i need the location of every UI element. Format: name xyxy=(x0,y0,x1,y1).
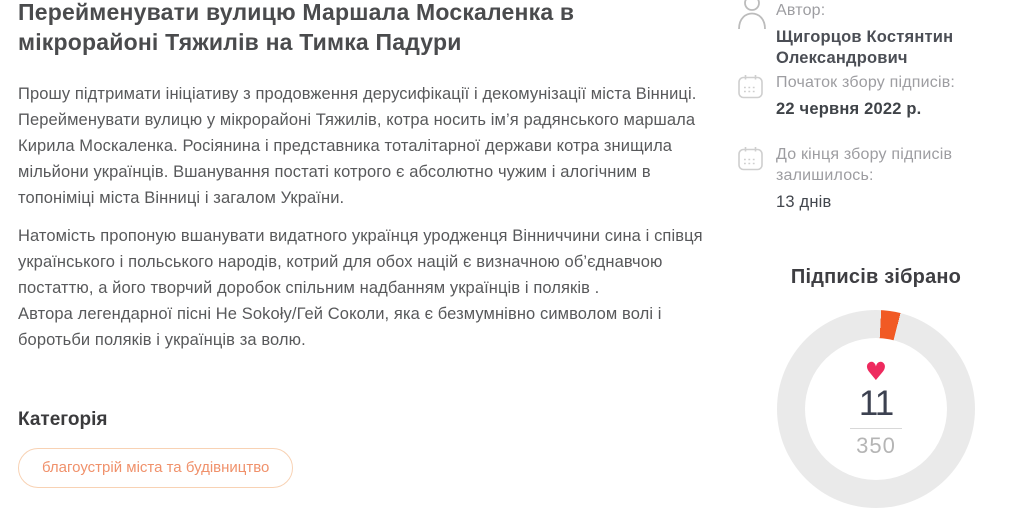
start-date-row xyxy=(737,72,988,120)
deadline-label: До кінця збору підписів залишилось: xyxy=(776,146,953,184)
signatures-divider xyxy=(850,428,902,429)
author-row xyxy=(737,0,988,69)
category-tag[interactable]: благоустрій міста та будівництво xyxy=(18,448,293,488)
author-name: Щигорцов Костянтин Олександрович xyxy=(776,28,954,67)
person-icon xyxy=(737,0,767,69)
author-label: Автор: xyxy=(776,2,826,19)
petition-paragraph-2: Перейменувати вулицю у мікрорайоні Тяжилів, котра носить ім’я радянського маршала Кирила Москаленка. Росіянина і представника тоталітарної держави котра знищила мільйони українців. Вшанування постаті котрого є абсолютно чужим і алогічним в топоніміці міста Вінниці і загалом України. xyxy=(18,111,696,207)
calendar-icon xyxy=(737,72,767,120)
signatures-panel xyxy=(739,266,1013,508)
petition-paragraph-1: Прошу підтримати ініціативу з продовження дерусифікації і декомунізації міста Вінниці. xyxy=(18,85,697,103)
signatures-title: Підписів зібрано xyxy=(790,266,962,288)
signatures-donut-center xyxy=(805,338,947,480)
petition-title: Перейменувати вулицю Маршала Москаленка в мікрорайоні Тяжилів на Тимка Падури xyxy=(18,0,575,55)
deadline-value: 13 днів xyxy=(776,193,832,211)
heart-icon: ♥ xyxy=(864,357,888,386)
signatures-count: 11 xyxy=(858,384,894,423)
calendar-icon xyxy=(737,144,767,213)
petition-paragraph-4: Автора легендарної пісні He Sokoły/Гей Соколи, яка є безмумнівно символом волі і боротьби поляків і українців за волю. xyxy=(18,305,662,349)
signatures-goal: 350 xyxy=(856,433,896,458)
petition-paragraph-3: Натомість пропоную вшанувати видатного українця уродженця Вінниччини сина і співця українського і польського народів, котрий для обох націй є визначною об’єднавчою постаттю, а його творчий доробок спільним надбанням українців і поляків . xyxy=(18,227,703,297)
signatures-donut xyxy=(777,310,975,508)
deadline-row xyxy=(737,144,988,213)
petition-main xyxy=(18,0,714,488)
start-date-label: Початок збору підписів: xyxy=(776,74,956,91)
start-date-value: 22 червня 2022 р. xyxy=(776,100,922,118)
category-heading: Категорія xyxy=(18,409,108,430)
petition-body xyxy=(18,81,714,353)
